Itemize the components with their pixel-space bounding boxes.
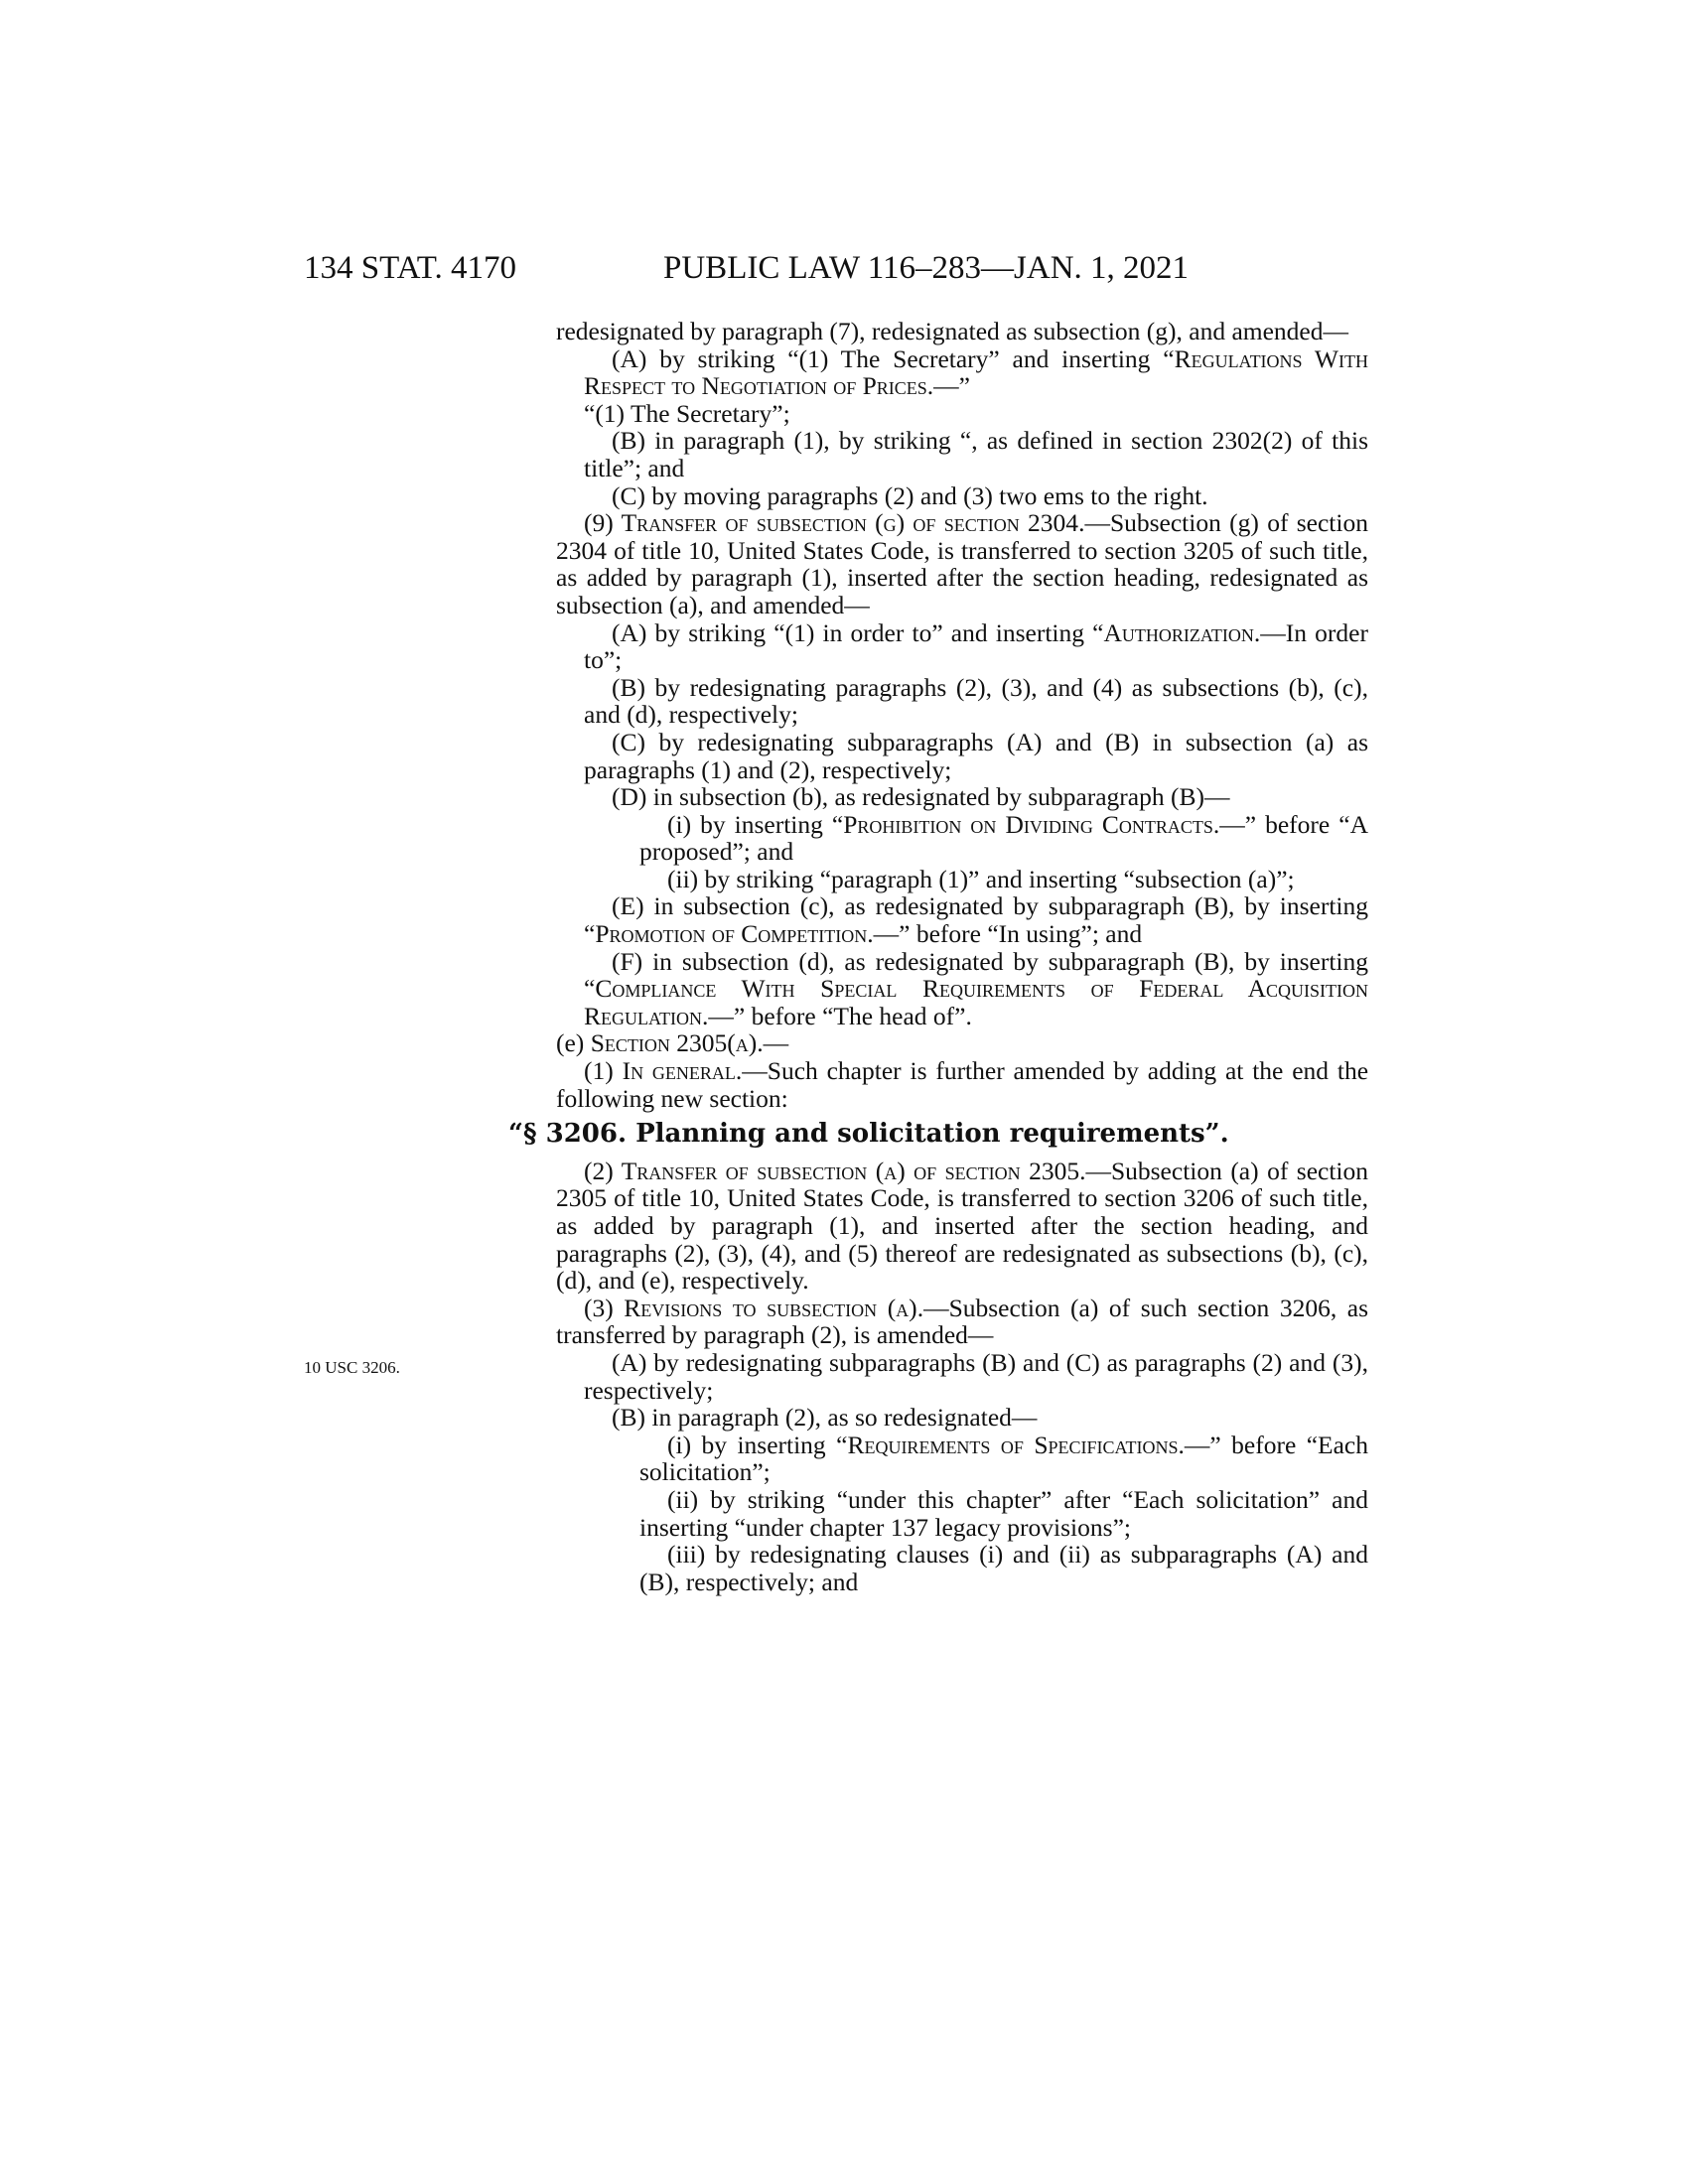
- small-caps-heading: Requirements of Specifications: [847, 1430, 1179, 1459]
- paragraph: (ii) by striking “under this chapter” after “Each solicitation” and inserting “under chapter 137 legacy provisions”;: [639, 1484, 1368, 1542]
- paragraph: [556, 811, 1368, 866]
- paragraph: redesignated by paragraph (7), redesignated as subsection (g), and amended—: [556, 317, 1348, 345]
- paragraph: (ii) by striking “paragraph (1)” and inserting “subsection (a)”;: [667, 864, 1295, 893]
- small-caps-heading: Promotion of Competition: [595, 919, 868, 949]
- paragraph: (B) in paragraph (1), by striking “, as defined in section 2302(2) of this title”; and: [584, 426, 1368, 482]
- paragraph: [556, 1029, 1368, 1057]
- paragraph: (D) in subsection (b), as redesignated by subparagraph (B)—: [612, 782, 1230, 812]
- paragraph-text: (e): [556, 1028, 591, 1058]
- paragraph-text: .—Subsection (a) of section 2305 of title 10, United States Code, is transferred to section 3206 of such title, as added by paragraph (1), and inserted after the section heading, and paragraphs (2), (3), (4), and (5) thereof are redesignated as subsections (b), (c), (d), and (e), respectively.: [556, 1156, 1368, 1296]
- paragraph: [556, 619, 1368, 674]
- paragraph: [556, 1158, 1368, 1295]
- small-caps-heading: Compliance With Special Requirements of Federal Acquisition Regulation: [584, 974, 1368, 1030]
- paragraph-text: (A) by striking “(1) The Secretary” and inserting “: [612, 343, 1175, 373]
- paragraph: [556, 509, 1368, 618]
- small-caps-heading: (9) Transfer of subsection (g) of section 2304: [584, 508, 1079, 538]
- paragraph-text: .—” before “In using”; and: [867, 919, 1143, 949]
- small-caps-heading: (3) Revisions to subsection (a): [584, 1293, 917, 1322]
- statute-page-reference: 134 STAT. 4170: [304, 250, 517, 286]
- paragraph-text: .—In order to”;: [584, 617, 1368, 675]
- small-caps-heading: Regulations With Respect to Negotiation of Prices: [584, 343, 1368, 401]
- body-text: [508, 317, 1369, 1596]
- small-caps-heading: Section 2305(a): [590, 1028, 758, 1058]
- paragraph: [556, 948, 1368, 1030]
- paragraph-text: .—” before “A proposed”; and: [639, 809, 1368, 867]
- paragraph: [556, 1057, 1368, 1112]
- small-caps-heading: Authorization: [1103, 617, 1254, 647]
- paragraph: (C) by redesignating subparagraphs (A) and (B) in subsection (a) as paragraphs (1) and (2), respectively;: [584, 727, 1368, 784]
- paragraph: [556, 345, 1368, 400]
- paragraph: [556, 892, 1368, 947]
- paragraph-text: (A) by striking “(1) in order to” and inserting “: [612, 617, 1104, 647]
- paragraph-text: .—Such chapter is further amended by adding at the end the following new section:: [556, 1056, 1369, 1113]
- paragraph: (B) by redesignating paragraphs (2), (3), and (4) as subsections (b), (c), and (d), respectively;: [584, 672, 1368, 730]
- paragraph-text: .—: [757, 1028, 789, 1058]
- paragraph-text: (F) in subsection (d), as redesignated by subparagraph (B), by inserting “: [584, 946, 1368, 1004]
- paragraph: “(1) The Secretary”;: [584, 398, 790, 428]
- paragraph: [556, 1432, 1368, 1486]
- paragraph-text: .—Subsection (a) of such section 3206, as transferred by paragraph (2), is amended—: [556, 1293, 1368, 1350]
- margin-note-usc-citation: 10 USC 3206.: [304, 1358, 400, 1377]
- paragraph: (C) by moving paragraphs (2) and (3) two ems to the right.: [612, 480, 1208, 510]
- paragraph-text: (E) in subsection (c), as redesignated by subparagraph (B), by inserting “: [584, 891, 1368, 949]
- small-caps-heading: Prohibition on Dividing Contracts: [843, 809, 1213, 839]
- small-caps-heading: (2) Transfer of subsection (a) of section 2305: [584, 1156, 1080, 1185]
- paragraph-text: (i) by inserting “: [667, 1430, 848, 1459]
- paragraph-text: .—” before “Each solicitation”;: [639, 1430, 1368, 1487]
- paragraph: (iii) by redesignating clauses (i) and (ii) as subparagraphs (A) and (B), respectively; and: [639, 1540, 1368, 1596]
- small-caps-heading: In general: [622, 1056, 736, 1086]
- paragraph-text: (i) by inserting “: [667, 809, 844, 839]
- paragraph-text: .—” before “The head of”.: [702, 1001, 972, 1030]
- paragraph-text: .—”: [926, 371, 970, 401]
- paragraph-text: .—Subsection (g) of section 2304 of title 10, United States Code, is transferred to section 3205 of such title, as added by paragraph (1), inserted after the section heading, redesignated as subsection (a), and amended—: [556, 508, 1368, 619]
- paragraph: (B) in paragraph (2), as so redesignated—: [612, 1403, 1038, 1433]
- public-law-title: PUBLIC LAW 116–283—JAN. 1, 2021: [663, 250, 1190, 286]
- paragraph-text: (1): [584, 1056, 623, 1086]
- section-heading: “§ 3206. Planning and solicitation requirements”.: [508, 1119, 1229, 1150]
- paragraph: (A) by redesignating subparagraphs (B) and (C) as paragraphs (2) and (3), respectively;: [584, 1347, 1368, 1405]
- paragraph: [556, 1295, 1368, 1349]
